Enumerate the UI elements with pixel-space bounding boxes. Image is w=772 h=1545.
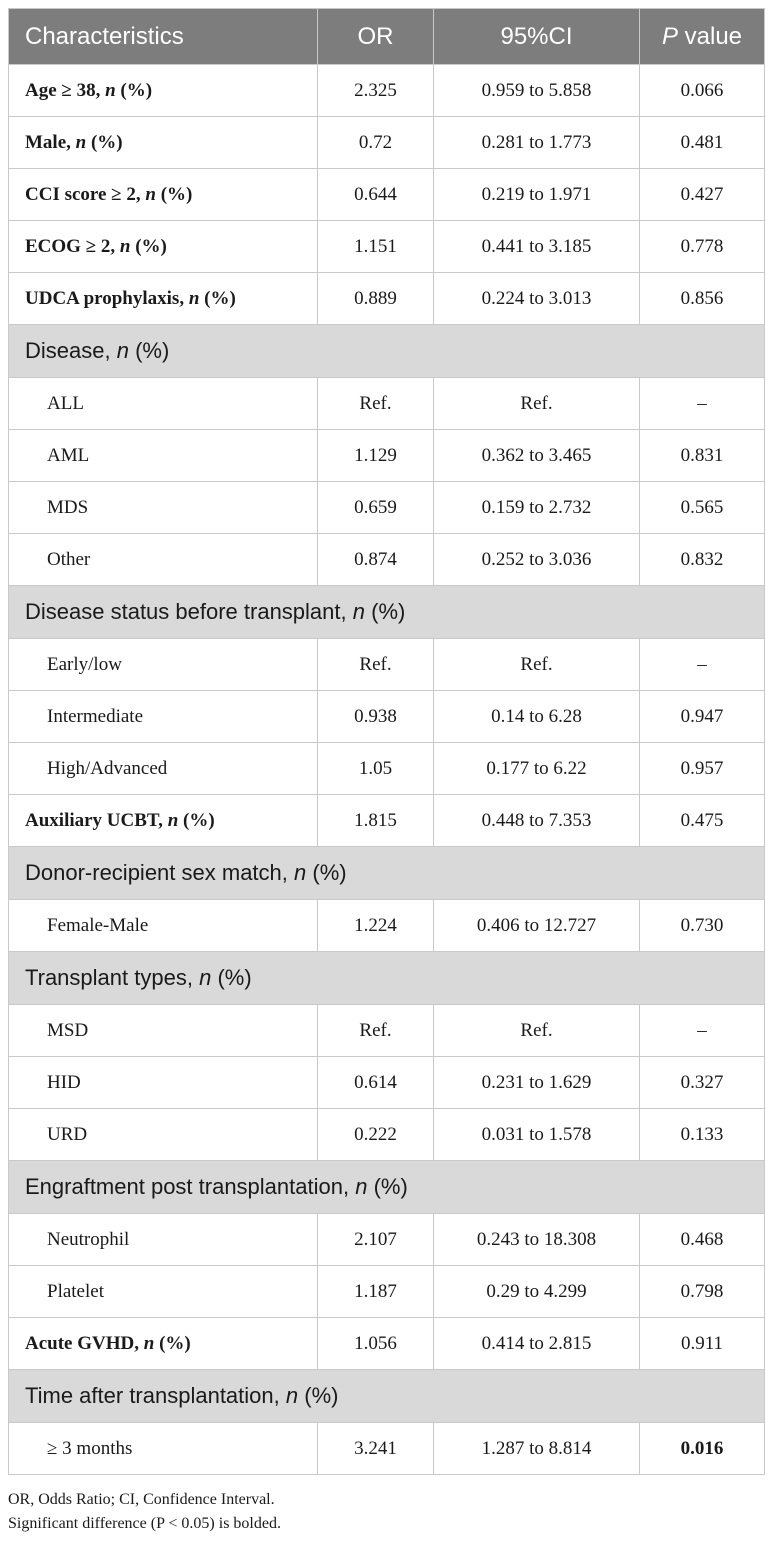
n-symbol: n [145,183,156,205]
cell-p-value: – [640,378,765,430]
header-p-value [640,9,765,65]
row-label-text: Female-Male [47,914,149,936]
header-ci: 95%CI [434,9,640,65]
header-p-symbol: P value [661,22,743,50]
row-label-text: Intermediate [47,705,144,727]
row-label [9,1005,318,1057]
cell-ci: Ref. [434,1005,640,1057]
cell-or: 0.614 [318,1057,434,1109]
cell-or: 1.05 [318,743,434,795]
row-label [9,1109,318,1161]
regression-table [8,8,765,1475]
cell-ci: 0.14 to 6.28 [434,691,640,743]
cell-p-value: 0.730 [640,900,765,952]
n-symbol: n [167,809,179,831]
section-label [9,1370,765,1423]
cell-ci: 0.362 to 3.465 [434,430,640,482]
row-label [9,1318,318,1370]
n-symbol: n [355,1174,368,1199]
table-row [9,117,765,169]
cell-or: 0.889 [318,273,434,325]
section-label-text: Engraftment post transplantation, [25,1174,350,1199]
table-row [9,1109,765,1161]
cell-ci: Ref. [434,378,640,430]
row-label-text: Male, [25,131,71,153]
cell-p-value: 0.856 [640,273,765,325]
table-row [9,1005,765,1057]
table-row [9,273,765,325]
table-row [9,169,765,221]
cell-p-value: 0.327 [640,1057,765,1109]
section-label-text: Donor-recipient sex match, [25,860,288,885]
section-label [9,847,765,900]
cell-ci: Ref. [434,639,640,691]
section-row [9,847,765,900]
cell-or: 1.187 [318,1266,434,1318]
row-label [9,1057,318,1109]
cell-or: 0.222 [318,1109,434,1161]
table-row [9,378,765,430]
percent-symbol: (%) [373,1174,408,1199]
row-label-text: Acute GVHD, [25,1332,139,1354]
percent-symbol: (%) [90,131,123,153]
section-label [9,1161,765,1214]
cell-or: 3.241 [318,1423,434,1475]
cell-ci: 0.406 to 12.727 [434,900,640,952]
table-row [9,691,765,743]
row-label-text: Platelet [47,1280,104,1302]
cell-or: 0.874 [318,534,434,586]
row-label-text: Other [47,548,91,570]
cell-p-value: 0.798 [640,1266,765,1318]
table-row [9,900,765,952]
n-symbol: n [285,1383,299,1408]
table-row [9,795,765,847]
row-label [9,117,318,169]
cell-p-value: – [640,1005,765,1057]
cell-ci: 0.219 to 1.971 [434,169,640,221]
row-label [9,743,318,795]
cell-ci: 0.281 to 1.773 [434,117,640,169]
row-label-text: MSD [47,1019,89,1041]
row-label [9,1214,318,1266]
row-label-text: Early/low [47,653,122,675]
cell-p-value: – [640,639,765,691]
cell-ci: 0.031 to 1.578 [434,1109,640,1161]
cell-or: 2.325 [318,65,434,117]
cell-p-value: 0.565 [640,482,765,534]
table-row [9,1214,765,1266]
percent-symbol: (%) [371,599,406,624]
cell-p-value: 0.066 [640,65,765,117]
table-row [9,1057,765,1109]
n-symbol: n [116,338,129,363]
cell-p-value: 0.957 [640,743,765,795]
cell-ci: 0.959 to 5.858 [434,65,640,117]
cell-p-value: 0.947 [640,691,765,743]
cell-or: 1.815 [318,795,434,847]
row-label-text: ECOG ≥ 2, [25,235,116,257]
section-label-text: Transplant types, [25,965,193,990]
cell-ci: 0.414 to 2.815 [434,1318,640,1370]
cell-p-value: 0.427 [640,169,765,221]
cell-or: 0.644 [318,169,434,221]
percent-symbol: (%) [160,183,193,205]
cell-ci: 0.448 to 7.353 [434,795,640,847]
row-label [9,273,318,325]
percent-symbol: (%) [183,809,215,831]
cell-p-value: 0.832 [640,534,765,586]
section-row [9,586,765,639]
cell-ci: 0.231 to 1.629 [434,1057,640,1109]
section-label [9,325,765,378]
row-label-text: Auxiliary UCBT, [25,809,163,831]
cell-p-value: 0.481 [640,117,765,169]
row-label [9,639,318,691]
percent-symbol: (%) [135,338,170,363]
percent-symbol: (%) [135,235,167,257]
row-label [9,221,318,273]
n-symbol: n [143,1332,155,1354]
table-body [9,65,765,1475]
n-symbol: n [188,287,200,309]
cell-or: 1.056 [318,1318,434,1370]
cell-ci: 0.29 to 4.299 [434,1266,640,1318]
cell-ci: 0.441 to 3.185 [434,221,640,273]
row-label [9,378,318,430]
row-label-text: High/Advanced [47,757,168,779]
cell-or: 1.224 [318,900,434,952]
row-label [9,1423,318,1475]
cell-or: 2.107 [318,1214,434,1266]
table-row [9,1266,765,1318]
percent-symbol: (%) [204,287,236,309]
section-row [9,1370,765,1423]
percent-symbol: (%) [159,1332,191,1354]
section-row [9,325,765,378]
cell-or: Ref. [318,1005,434,1057]
row-label [9,534,318,586]
cell-p-value: 0.475 [640,795,765,847]
percent-symbol: (%) [304,1383,339,1408]
row-label-text: AML [47,444,90,466]
row-label-text: UDCA prophylaxis, [25,287,185,309]
table-row [9,65,765,117]
n-symbol: n [119,235,131,257]
n-symbol: n [75,131,87,153]
row-label [9,900,318,952]
cell-ci: 0.243 to 18.308 [434,1214,640,1266]
cell-p-value: 0.831 [640,430,765,482]
table-row [9,1423,765,1475]
n-symbol: n [199,965,212,990]
row-label [9,65,318,117]
cell-or: Ref. [318,639,434,691]
row-label-text: ≥ 3 months [47,1437,133,1459]
cell-p-value: 0.016 [640,1423,765,1475]
cell-p-value: 0.133 [640,1109,765,1161]
section-label [9,586,765,639]
table-header [9,9,765,65]
row-label [9,430,318,482]
section-label-text: Time after transplantation, [25,1383,280,1408]
row-label [9,482,318,534]
percent-symbol: (%) [120,79,153,101]
section-label-text: Disease, [25,338,111,363]
cell-or: 0.659 [318,482,434,534]
table-row [9,221,765,273]
cell-p-value: 0.778 [640,221,765,273]
table-row [9,639,765,691]
table-row [9,430,765,482]
cell-ci: 0.159 to 2.732 [434,482,640,534]
row-label-text: ALL [47,392,84,414]
section-label [9,952,765,1005]
cell-or: 0.938 [318,691,434,743]
footnote-abbreviations: OR, Odds Ratio; CI, Confidence Interval. [8,1491,275,1508]
table-row [9,534,765,586]
header-characteristics: Characteristics [9,9,318,65]
percent-symbol: (%) [312,860,347,885]
row-label [9,691,318,743]
row-label-text: URD [47,1123,88,1145]
cell-or: 1.151 [318,221,434,273]
row-label-text: CCI score ≥ 2, [25,183,141,205]
row-label [9,795,318,847]
cell-ci: 0.224 to 3.013 [434,273,640,325]
table-row [9,743,765,795]
section-label-text: Disease status before transplant, [25,599,347,624]
footnote-significance: Significant difference (P < 0.05) is bolded. [8,1515,281,1532]
cell-or: Ref. [318,378,434,430]
row-label-text: HID [47,1071,81,1093]
row-label-text: Age ≥ 38, [25,79,101,101]
row-label [9,1266,318,1318]
header-or: OR [318,9,434,65]
cell-p-value: 0.468 [640,1214,765,1266]
percent-symbol: (%) [217,965,252,990]
cell-ci: 0.177 to 6.22 [434,743,640,795]
n-symbol: n [105,79,116,101]
row-label [9,169,318,221]
row-label-text: MDS [47,496,89,518]
table-footnotes [8,1488,281,1536]
cell-ci: 0.252 to 3.036 [434,534,640,586]
n-symbol: n [294,860,307,885]
table-row [9,482,765,534]
cell-p-value: 0.911 [640,1318,765,1370]
cell-or: 1.129 [318,430,434,482]
cell-ci: 1.287 to 8.814 [434,1423,640,1475]
section-row [9,952,765,1005]
row-label-text: Neutrophil [47,1228,130,1250]
n-symbol: n [352,599,365,624]
table-row [9,1318,765,1370]
cell-or: 0.72 [318,117,434,169]
section-row [9,1161,765,1214]
